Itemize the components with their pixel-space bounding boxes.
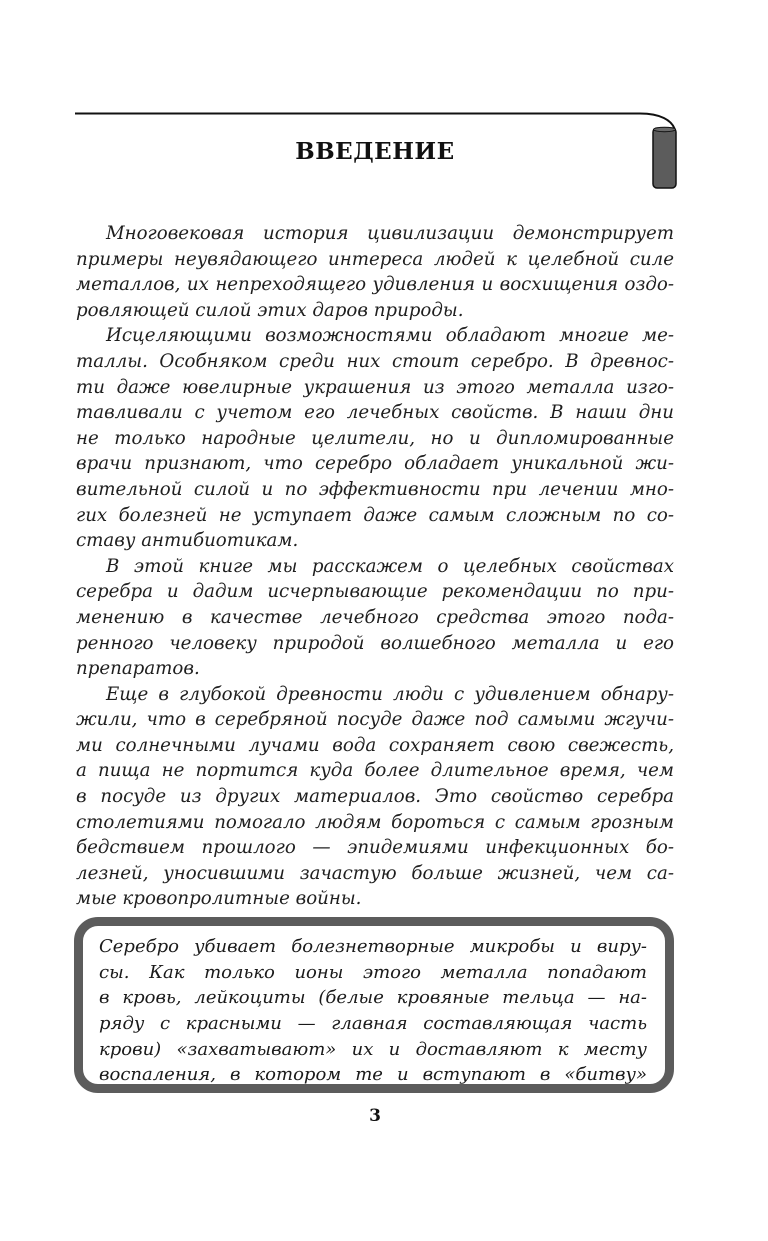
callout-line-content: крови) «захватывают» их и доставляют к месту	[99, 1038, 647, 1060]
text-line-content: жили, что в серебряной посуде даже под самыми жгучи-	[76, 709, 674, 731]
text-line	[76, 323, 674, 349]
text-line-content: ренного человеку природой волшебного металла и его	[76, 632, 674, 654]
text-line	[76, 886, 674, 912]
text-line-content: В этой книге мы расскажем о целебных свойствах	[106, 555, 674, 577]
text-line	[76, 631, 674, 657]
callout-line-content: Серебро убивает болезнетворные микробы и виру-	[99, 936, 647, 957]
text-line-content: в посуде из других материалов. Это свойство серебра	[76, 786, 674, 808]
text-line	[76, 503, 674, 529]
text-line	[76, 477, 674, 503]
text-line	[76, 272, 674, 298]
text-line-content: таллы. Особняком среди них стоит серебро. В древнос-	[76, 350, 674, 372]
text-line-content: врачи признают, что серебро обладает уникальной жи-	[76, 453, 674, 475]
text-line-content: ти даже ювелирные украшения из этого металла изго-	[76, 376, 674, 398]
text-line	[76, 861, 674, 887]
text-line	[76, 733, 674, 759]
text-line-content: столетиями помогало людям бороться с самым грозным	[76, 811, 674, 833]
text-line	[76, 298, 674, 324]
text-line	[76, 451, 674, 477]
text-line-content: а пища не портится куда более длительное время, чем	[76, 760, 674, 782]
text-line	[76, 656, 674, 682]
body-paragraphs	[76, 221, 674, 912]
callout-line-content: сы. Как только ионы этого металла попадают	[99, 961, 647, 983]
callout-line	[99, 960, 647, 986]
chapter-title: ВВЕДЕНИЕ	[295, 138, 455, 165]
callout-text	[99, 934, 647, 1088]
text-line-content: ровляющей силой этих даров природы.	[76, 299, 464, 321]
text-line-content: бедствием прошлого — эпидемиями инфекционных бо-	[76, 837, 674, 859]
chapter-header-decoration	[0, 0, 768, 200]
text-line-content: лезней, уносившими зачастую больше жизней, чем са-	[76, 862, 674, 884]
text-line-content: Многовековая история цивилизации демонстрирует	[106, 223, 674, 244]
text-line	[76, 554, 674, 580]
text-line-content: мые кровопролитные войны.	[76, 888, 362, 910]
text-line-content: тавливали с учетом его лечебных свойств. В наши дни	[76, 402, 674, 424]
callout-box	[74, 917, 674, 1093]
page-number: 3	[369, 1106, 381, 1126]
text-line	[76, 375, 674, 401]
callout-line	[99, 934, 647, 960]
callout-line-content: воспаления, в котором те и вступают в «битву»	[99, 1064, 647, 1086]
text-line-content: менению в качестве лечебного средства этого пода-	[76, 606, 674, 628]
text-line-content: серебра и дадим исчерпывающие рекомендации по при-	[76, 581, 674, 603]
text-line-content: вительной силой и по эффективности при лечении мно-	[76, 478, 674, 500]
text-line	[76, 810, 674, 836]
text-line	[76, 579, 674, 605]
text-line	[76, 682, 674, 708]
text-line-content: Еще в глубокой древности люди с удивлением обнару-	[106, 683, 674, 705]
text-line	[76, 400, 674, 426]
callout-line	[99, 1011, 647, 1037]
text-line-content: металлов, их непреходящего удивления и восхищения оздо-	[76, 274, 674, 296]
callout-line	[99, 1062, 647, 1088]
text-line	[76, 707, 674, 733]
text-line	[76, 221, 674, 247]
text-line	[76, 758, 674, 784]
callout-line-content: в кровь, лейкоциты (белые кровяные тельца — на-	[99, 987, 647, 1009]
text-line	[76, 605, 674, 631]
text-line-content: ставу антибиотикам.	[76, 530, 299, 552]
text-line-content: не только народные целители, но и дипломированные	[76, 427, 674, 449]
text-line-content: Исцеляющими возможностями обладают многие ме-	[106, 325, 674, 347]
text-line	[76, 528, 674, 554]
text-line-content: ми солнечными лучами вода сохраняет свою свежесть,	[76, 734, 674, 756]
text-line	[76, 835, 674, 861]
text-line-content: примеры неувядающего интереса людей к целебной силе	[76, 248, 674, 270]
callout-line-content: ряду с красными — главная составляющая часть	[99, 1013, 647, 1035]
text-line-content: гих болезней не уступает даже самым сложным по со-	[76, 504, 674, 526]
text-line-content: препаратов.	[76, 658, 200, 680]
callout-line	[99, 1037, 647, 1063]
text-line	[76, 349, 674, 375]
text-line	[76, 784, 674, 810]
callout-line	[99, 985, 647, 1011]
text-line	[76, 247, 674, 273]
text-line	[76, 426, 674, 452]
header-rule-line	[75, 114, 675, 131]
